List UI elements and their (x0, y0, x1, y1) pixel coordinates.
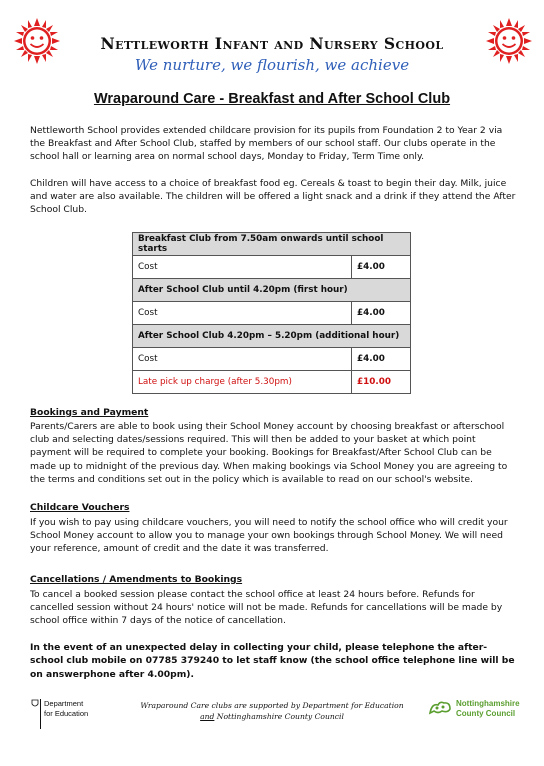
notts-line2: County Council (456, 708, 516, 718)
vouchers-heading: Childcare Vouchers (30, 502, 130, 513)
fees-table (132, 232, 411, 394)
breakfast-price: £4.00 (352, 256, 411, 279)
dfe-line2: for Education (44, 708, 89, 718)
cost-label: Cost (133, 302, 352, 325)
delay-notice: In the event of an unexpected delay in collecting your child, please telephone the after-school club mobile on 07785 379240 to let staff know (the school office telephone line will be on answerphone after 4.00pm). (30, 642, 515, 680)
council-emblem-icon (428, 699, 452, 715)
table-row (133, 279, 411, 302)
notts-text (456, 699, 520, 718)
school-motto: We nurture, we flourish, we achieve (134, 56, 410, 74)
late-pickup-price: £10.00 (352, 371, 411, 394)
dfe-line1: Department (44, 699, 84, 708)
notts-line1: Nottinghamshire (456, 699, 520, 708)
crest-icon (31, 699, 39, 708)
footer-line2 (130, 711, 414, 722)
dfe-divider (40, 699, 41, 729)
breakfast-header: Breakfast Club from 7.50am onwards until school starts (133, 233, 411, 256)
footer-and: and (200, 712, 215, 721)
after-school-first-price: £4.00 (352, 302, 411, 325)
table-row (133, 302, 411, 325)
cost-label: Cost (133, 348, 352, 371)
cost-label: Cost (133, 256, 352, 279)
vouchers-paragraph: If you wish to pay using childcare vouchers, you will need to notify the school office who will credit your School Money account to allow you to manage your own bookings through School Money. We will need your reference, amount of credit and the date it was transferred. (30, 517, 508, 555)
school-name: Nettleworth Infant and Nursery School (100, 34, 444, 53)
cancellations-heading: Cancellations / Amendments to Bookings (30, 574, 243, 585)
table-row (133, 325, 411, 348)
after-school-first-header: After School Club until 4.20pm (first hour) (133, 279, 411, 302)
footer-line1: Wraparound Care clubs are supported by Department for Education (140, 701, 404, 710)
table-row (133, 348, 411, 371)
footer-line2-rest: Nottinghamshire County Council (214, 712, 344, 721)
bookings-paragraph: Parents/Carers are able to book using their School Money account by choosing breakfast or afterschool club and selecting dates/sessions required. This will then be added to your basket at which point payment will be required to complete your booking. Bookings for Breakfast/After School Club can be made up to midnight of the previous day. When making bookings via School Money you are agreeing to the terms and conditions set out in the policy which is available to read on our school's website. (30, 421, 508, 485)
dfe-text (44, 699, 88, 718)
bookings-heading: Bookings and Payment (30, 407, 149, 418)
late-pickup-label: Late pick up charge (after 5.30pm) (133, 371, 352, 394)
footer-note (130, 700, 414, 722)
food-paragraph: Children will have access to a choice of breakfast food eg. Cereals & toast to begin their day. Milk, juice and water are also available. The children will be offered a light snack and a drink if they attend the After School Club. (30, 178, 516, 216)
table-row (133, 233, 411, 256)
intro-paragraph: Nettleworth School provides extended childcare provision for its pupils from Foundation 2 to Year 2 via the Breakfast and After School Club, staffed by members of our school staff. Our clubs operate in the school hall or learning area on normal school days, Monday to Friday, Term Time only. (30, 125, 503, 163)
after-school-additional-price: £4.00 (352, 348, 411, 371)
page-title: Wraparound Care - Breakfast and After School Club (93, 91, 451, 107)
after-school-additional-header: After School Club 4.20pm – 5.20pm (additional hour) (133, 325, 411, 348)
table-row (133, 371, 411, 394)
cancellations-paragraph: To cancel a booked session please contact the school office at least 24 hours before. Refunds for cancelled session without 24 hours' notice will not be made. Refunds for cancellations will be made by school office within 7 days of the notice of cancellation. (30, 589, 503, 627)
table-row (133, 256, 411, 279)
